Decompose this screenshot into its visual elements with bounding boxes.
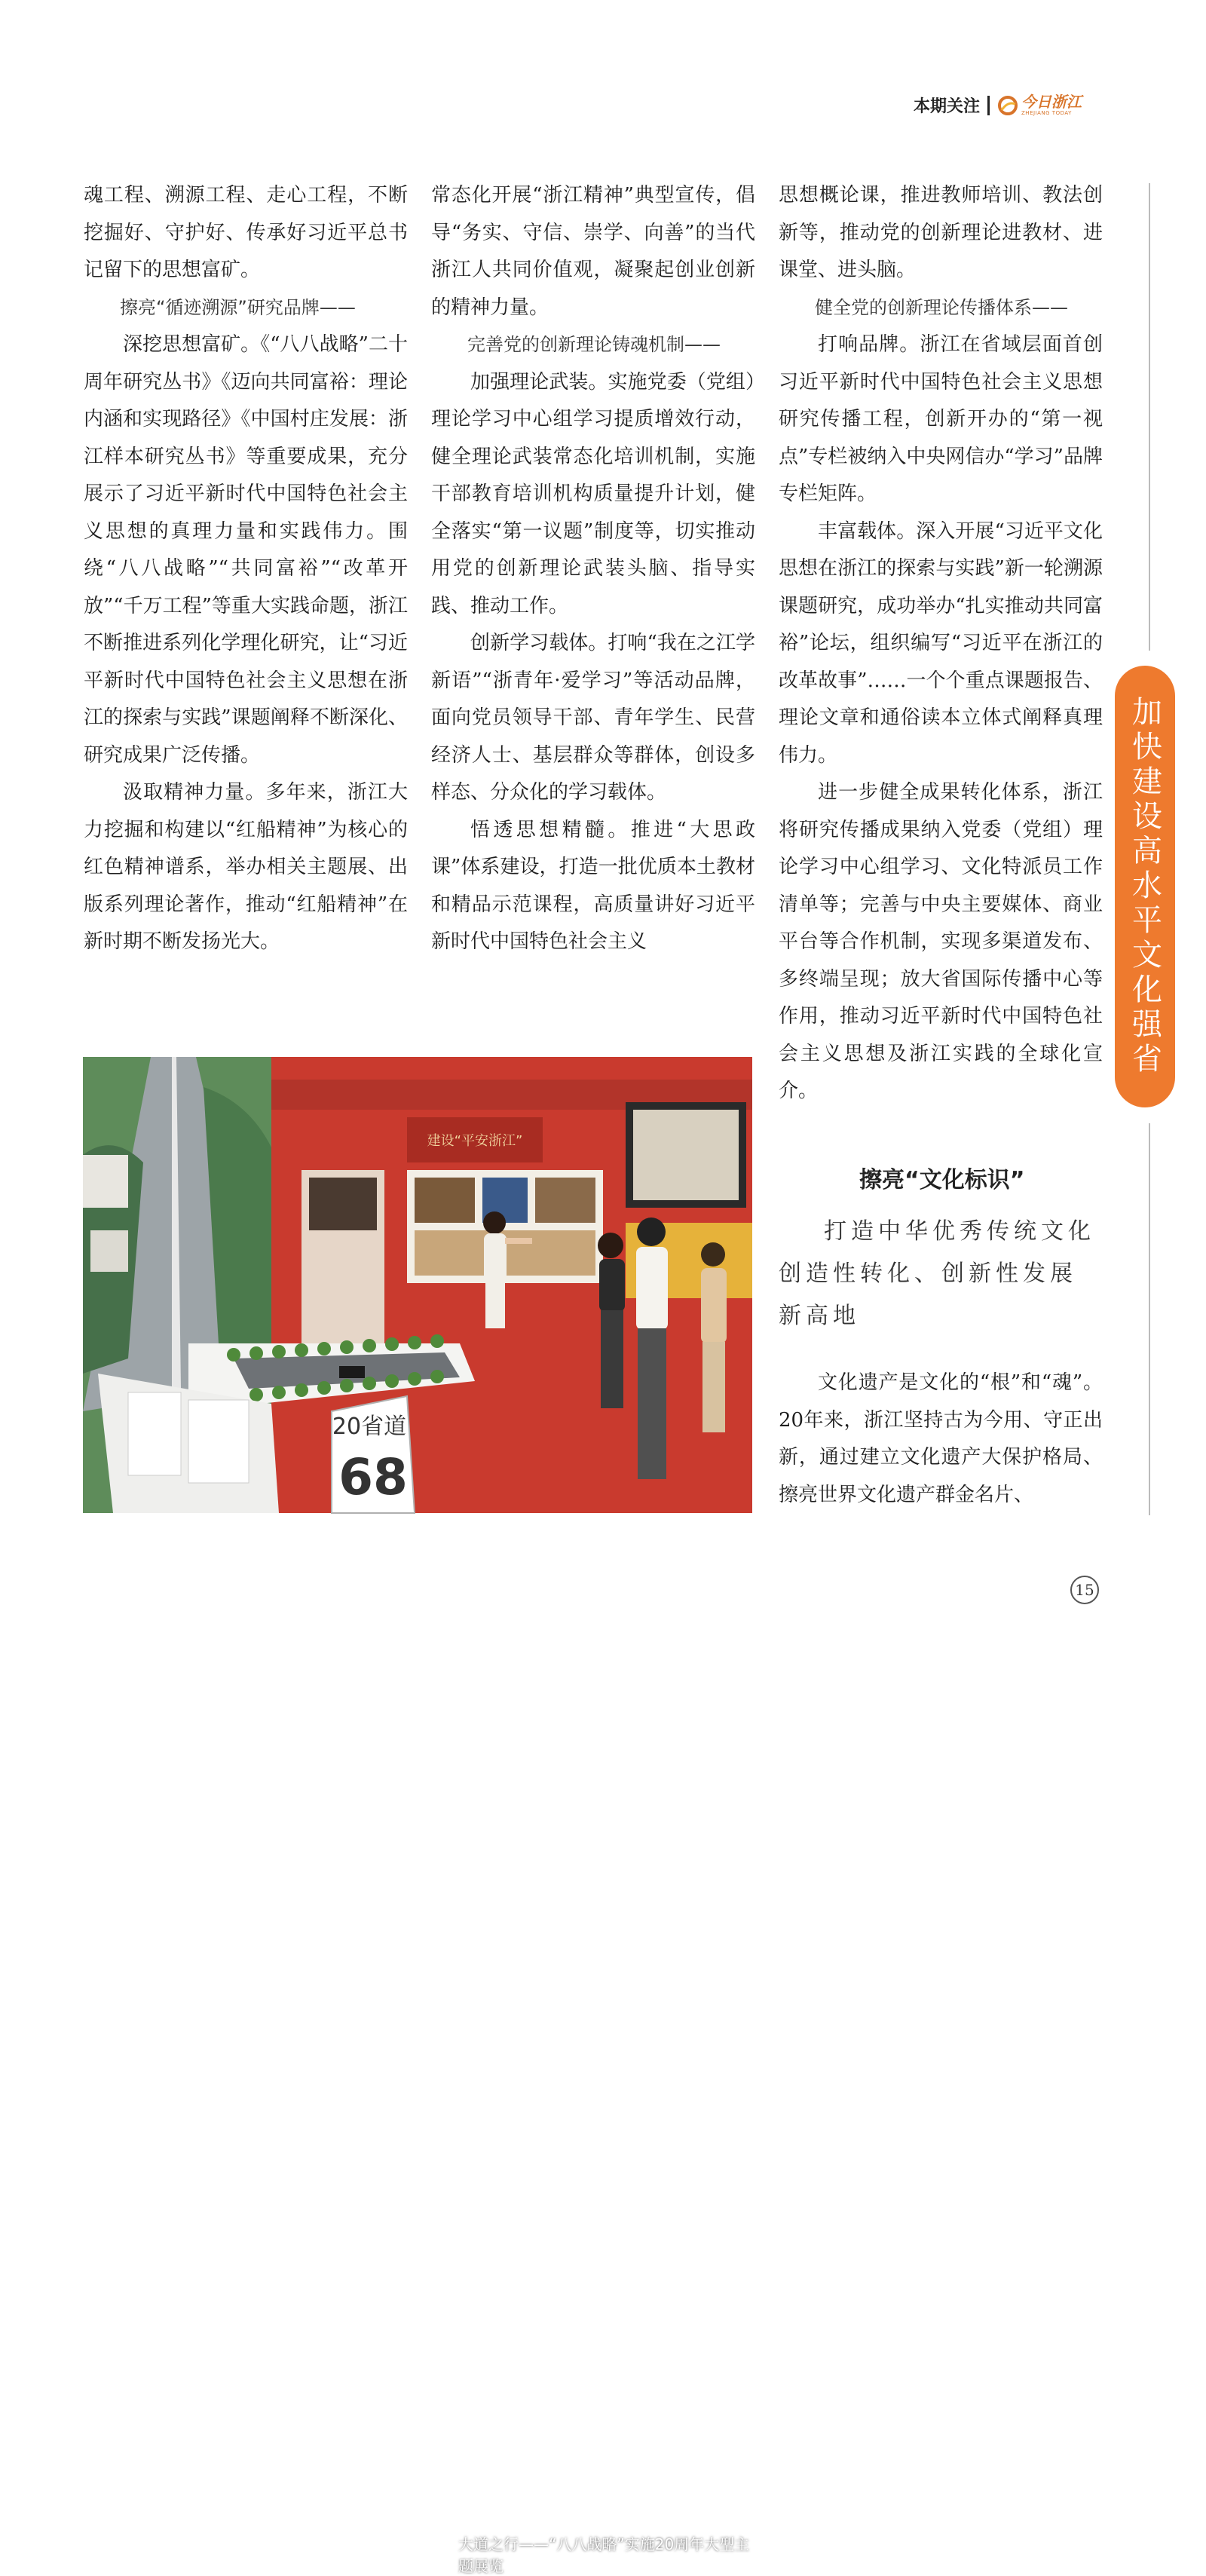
column-paragraph: 打响品牌。浙江在省域层面首创习近平新时代中国特色社会主义思想研究传播工程，创新开办的“第一视点”专栏被纳入中央网信办“学习”品牌专栏矩阵。 (779, 333, 1103, 505)
column-subhead: 健全党的创新理论传播体系—— (815, 296, 1068, 318)
photo-illustration (83, 1057, 752, 1513)
section-label: 本期关注 (914, 97, 981, 116)
column-paragraph: 进一步健全成果转化体系，浙江将研究传播成果纳入党委（党组）理论学习中心组学习、文化特派员工作清单等；完善与中央主要媒体、商业平台等合作机制，实现多渠道发布、多终端呈现；放大省国际传播中心等作用，推动习近平新时代中国特色社会主义思想及浙江实践的全球化宣介。 (779, 781, 1103, 1102)
body-paragraph-bottom: 文化遗产是文化的“根”和“魂”。20年来，浙江坚持古为今用、守正出新，通过建立文化遗产大保护格局、擦亮世界文化遗产群金名片、 (779, 1371, 1103, 1506)
photo-caption: 大道之行——“八八战略”实施20周年大型主题展览 (458, 2535, 750, 2575)
column-paragraph: 思想概论课，推进教师培训、教法创新等，推动党的创新理论进教材、进课堂、进头脑。 (779, 184, 1103, 281)
text-column-1 (84, 177, 408, 961)
column-paragraph: 魂工程、溯源工程、走心工程，不断挖掘好、守护好、传承好习近平总书记留下的思想富矿。 (84, 184, 408, 281)
header-divider (987, 96, 990, 115)
margin-rule-bottom (1149, 1123, 1150, 1515)
section-lead: 打造中华优秀传统文化创造性转化、创新性发展新高地 (779, 1218, 1095, 1329)
side-tab (1115, 666, 1175, 1107)
page-number: 15 (1070, 1576, 1099, 1604)
text-column-3 (779, 177, 1103, 1110)
column-subhead: 擦亮“循迹溯源”研究品牌—— (120, 296, 356, 318)
magazine-logo: 今日浙江 ZHEJIANG TODAY (997, 94, 1082, 116)
column-paragraph: 汲取精神力量。多年来，浙江大力挖掘和构建以“红船精神”为核心的红色精神谱系，举办相关主题展、出版系列理论著作，推动“红船精神”在新时期不断发扬光大。 (84, 781, 408, 953)
page-header (914, 93, 1082, 117)
side-tab-label: 加快建设高水平文化强省 (1127, 696, 1162, 1077)
column-paragraph: 悟透思想精髓。推进“大思政课”体系建设，打造一批优质本土教材和精品示范课程，高质量讲好习近平新时代中国特色社会主义 (431, 818, 755, 953)
column-paragraph: 深挖思想富矿。《“八八战略”二十周年研究丛书》《迈向共同富裕：理论内涵和实现路径》《中国村庄发展：浙江样本研究丛书》等重要成果，充分展示了习近平新时代中国特色社会主义思想的真理力量和实践伟力。围绕“八八战略”“共同富裕”“改革开放”“千万工程”等重大实践命题，浙江不断推进系列化学理化研究，让“习近平新时代中国特色社会主义思想在浙江的探索与实践”课题阐释不断深化、研究成果广泛传播。 (84, 333, 408, 767)
road-sign-text: 20省道 (332, 1414, 407, 1440)
margin-rule-top (1149, 183, 1150, 651)
column-subhead: 完善党的创新理论铸魂机制—— (467, 334, 721, 355)
column-paragraph: 加强理论武装。实施党委（党组）理论学习中心组学习提质增效行动，健全理论武装常态化培训机制，实施干部教育培训机构质量提升计划，健全落实“第一议题”制度等，切实推动用党的创新理论武装头脑、指导实践、推动工作。 (431, 370, 755, 617)
exhibition-photo (83, 1057, 752, 2575)
section-heading: 擦亮“文化标识” (859, 1167, 1025, 1193)
road-number-text: 68 (338, 1448, 408, 1506)
column-paragraph: 创新学习载体。打响“我在之江学新语”“浙青年·爱学习”等活动品牌，面向党员领导干部、青年学生、民营经济人士、基层群众等群体，创设多样态、分众化的学习载体。 (431, 632, 755, 804)
logo-icon (997, 95, 1018, 116)
exhibit-banner-text: 建设“平安浙江” (427, 1133, 523, 1149)
column-paragraph: 常态化开展“浙江精神”典型宣传，倡导“务实、守信、崇学、向善”的当代浙江人共同价值观，凝聚起创业创新的精神力量。 (431, 184, 755, 319)
text-column-2 (431, 177, 755, 961)
column-paragraph: 丰富载体。深入开展“习近平文化思想在浙江的探索与实践”新一轮溯源课题研究，成功举办“扎实推动共同富裕”论坛，组织编写“习近平在浙江的改革故事”……一个个重点课题报告、理论文章和通俗读本立体式阐释真理伟力。 (779, 519, 1103, 767)
